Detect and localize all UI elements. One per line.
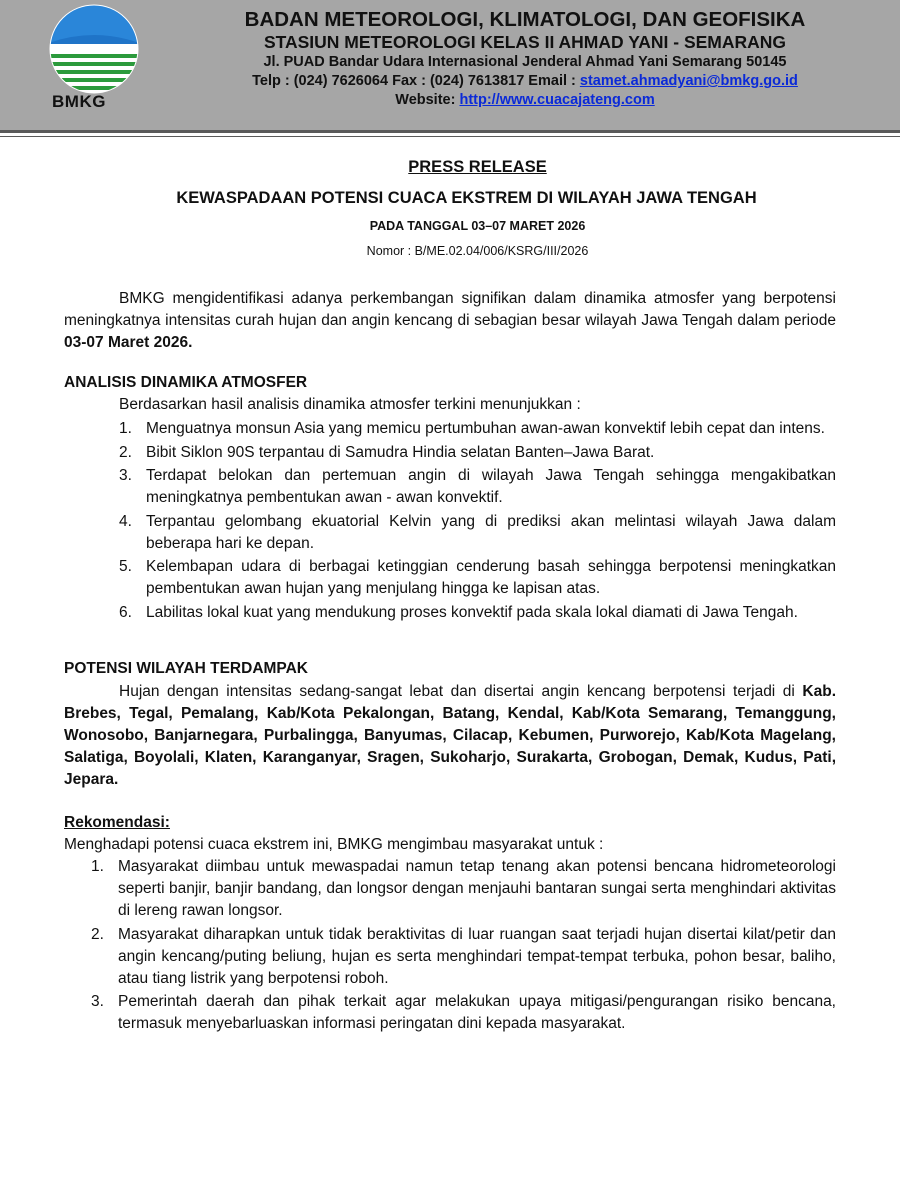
- list-item: [91, 924, 836, 990]
- station-name: STASIUN METEOROLOGI KELAS II AHMAD YANI - SEMARANG: [263, 32, 787, 52]
- list-item-text: Menguatnya monsun Asia yang memicu pertumbuhan awan-awan konvektif lebih cepat dan intens.: [146, 420, 825, 437]
- impact-paragraph: [64, 681, 836, 791]
- list-item-number: 2.: [91, 925, 104, 943]
- impact-heading: POTENSI WILAYAH TERDAMPAK: [64, 660, 309, 677]
- list-item-number: 6.: [119, 603, 132, 621]
- website-line: [150, 91, 900, 110]
- email-link[interactable]: stamet.ahmadyani@bmkg.go.id: [579, 73, 798, 89]
- list-item-text: Masyarakat diimbau untuk mewaspadai namun tetap tenang akan potensi bencana hidrometeorologi seperti banjir, banjir bandang, dan longsor dengan menjauhi bantaran sungai serta menghindari aktivitas di lereng rawan longsor.: [118, 858, 836, 919]
- impact-regions: Kab. Brebes, Tegal, Pemalang, Kab/Kota Pekalongan, Batang, Kendal, Kab/Kota Semarang, Temanggung, Wonosobo, Banjarnegara, Purbalingga, Banyumas, Cilacap, Kebumen, Purworejo, Kab/Kota Magelang, Salatiga, Boyolali, Klaten, Karanganyar, Sragen, Sukoharjo, Surakarta, Grobogan, Demak, Kudus, Pati, Jepara.: [64, 683, 836, 788]
- list-item-text: Terpantau gelombang ekuatorial Kelvin yang di prediksi akan melintasi wilayah Jawa dalam beberapa hari ke depan.: [146, 512, 836, 552]
- list-item-text: Masyarakat diharapkan untuk tidak beraktivitas di luar ruangan saat terjadi hujan disertai kilat/petir dan angin kencang/puting beliung, hujan es serta menghindari tempat-tempat terbuka, pohon besar, baliho, atau tiang listrik yang berpotensi roboh.: [118, 925, 836, 987]
- header-divider: [0, 130, 900, 133]
- agency-name: BADAN METEOROLOGI, KLIMATOLOGI, DAN GEOFISIKA: [244, 8, 806, 31]
- list-item-number: 1.: [91, 858, 104, 875]
- list-item-text: Pemerintah daerah dan pihak terkait agar melakukan upaya mitigasi/pengurangan risiko bencana, termasuk menyebarluaskan informasi peringatan dini kepada masyarakat.: [118, 993, 836, 1032]
- letterhead-text: [150, 8, 900, 110]
- doc-subtitle: KEWASPADAAN POTENSI CUACA EKSTREM DI WILAYAH JAWA TENGAH: [176, 189, 757, 207]
- list-item: [119, 511, 836, 555]
- recommendation-list: [91, 856, 836, 1037]
- phone-fax: Telp : (024) 7626064 Fax : (024) 7613817 Email :: [252, 73, 580, 89]
- analysis-heading: ANALISIS DINAMIKA ATMOSFER: [64, 374, 308, 391]
- analysis-list: [119, 418, 836, 625]
- list-item: [119, 602, 836, 624]
- doc-date: PADA TANGGAL 03–07 MARET 2026: [369, 219, 586, 233]
- list-item: [119, 556, 836, 600]
- doc-title: PRESS RELEASE: [408, 158, 547, 176]
- list-item: [119, 418, 836, 440]
- letterhead: [0, 0, 900, 130]
- list-item: [119, 442, 836, 464]
- list-item: [91, 991, 836, 1035]
- list-item-number: 2.: [119, 443, 132, 461]
- list-item-number: 4.: [119, 512, 132, 530]
- list-item-number: 3.: [91, 993, 104, 1010]
- logo-text: BMKG: [52, 92, 106, 111]
- list-item-text: Kelembapan udara di berbagai ketinggian cenderung basah sehingga berpotensi meningkatkan pembentukan awan hujan yang menjulang hingga ke lapisan atas.: [146, 558, 836, 597]
- list-item: [119, 465, 836, 509]
- website-link[interactable]: http://www.cuacajateng.com: [459, 92, 655, 108]
- address: Jl. PUAD Bandar Udara Internasional Jenderal Ahmad Yani Semarang 50145: [263, 54, 787, 70]
- intro-paragraph: [64, 288, 836, 354]
- analysis-lead: Berdasarkan hasil analisis dinamika atmosfer terkini menunjukkan :: [119, 396, 581, 413]
- website-label: Website:: [395, 92, 460, 108]
- doc-number: Nomor : B/ME.02.04/006/KSRG/III/2026: [366, 244, 589, 258]
- recommendation-heading: Rekomendasi:: [64, 814, 170, 831]
- intro-text: BMKG mengidentifikasi adanya perkembangan signifikan dalam dinamika atmosfer yang berpotensi meningkatnya intensitas curah hujan dan angin kencang di sebagian besar wilayah Jawa Tengah dalam periode: [64, 290, 836, 329]
- header-divider-thin: [0, 136, 900, 137]
- list-item-number: 1.: [119, 420, 132, 437]
- list-item-text: Bibit Siklon 90S terpantau di Samudra Hindia selatan Banten–Jawa Barat.: [146, 443, 655, 461]
- contact-line: [150, 72, 900, 91]
- intro-period: 03-07 Maret 2026.: [64, 334, 193, 351]
- recommendation-lead: Menghadapi potensi cuaca ekstrem ini, BMKG mengimbau masyarakat untuk :: [64, 836, 604, 853]
- list-item-number: 5.: [119, 558, 132, 575]
- list-item-number: 3.: [119, 467, 132, 484]
- list-item-text: Terdapat belokan dan pertemuan angin di wilayah Jawa Tengah sehingga mengakibatkan meningkatnya pembentukan awan - awan konvektif.: [146, 467, 836, 506]
- impact-text: Hujan dengan intensitas sedang-sangat lebat dan disertai angin kencang berpotensi terjadi di: [119, 683, 803, 700]
- list-item-text: Labilitas lokal kuat yang mendukung proses konvektif pada skala lokal diamati di Jawa Tengah.: [146, 603, 798, 621]
- list-item: [91, 856, 836, 922]
